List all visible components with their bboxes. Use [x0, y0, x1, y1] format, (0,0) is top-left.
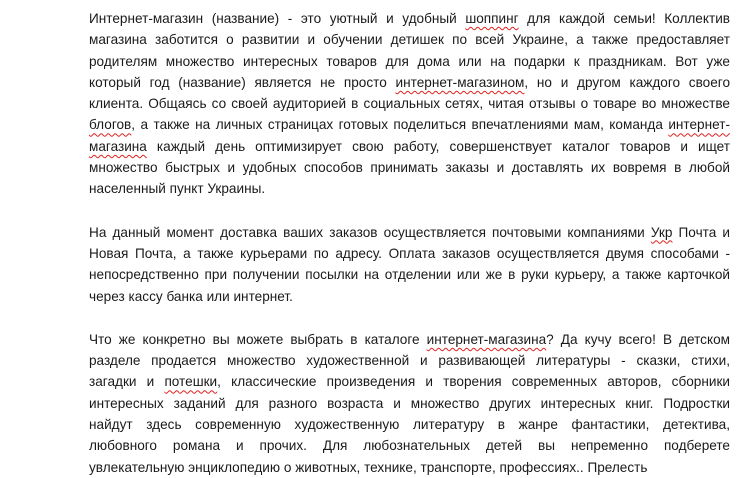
text-line: [89, 329, 730, 350]
text-line: [89, 222, 730, 243]
text-segment: Интернет-магазин (название) - это уютный и удобный: [89, 11, 466, 26]
misspelled-word: шоппинг: [465, 11, 519, 26]
misspelled-word: Укр: [650, 224, 673, 240]
text-segment: через кассу банка или интернет.: [89, 288, 293, 304]
text-segment: непосредственно при получении посылки на отделении или же в руки курьеру, а также карточкой: [89, 267, 730, 283]
text-line: [89, 457, 730, 478]
misspelled-word: магазина: [89, 138, 147, 154]
text-line: [89, 178, 730, 199]
misspelled-word: блогов: [89, 117, 132, 133]
misspelled-word: потешки: [164, 374, 218, 390]
text-segment: найдут здесь современную художественную литературу в жанре фантастики, детектива,: [89, 417, 730, 433]
text-segment: каждый день оптимизирует свою работу, совершенствует каталог товаров и ищет: [146, 138, 730, 154]
misspelled-word: интернет-магазина: [426, 331, 547, 347]
text-line: [89, 136, 730, 157]
text-segment: загадки и: [89, 374, 165, 390]
text-line: [89, 414, 730, 435]
text-segment: населенный пункт Украины.: [89, 181, 266, 197]
text-line: [89, 393, 730, 414]
text-segment: , но и другом каждого своего: [524, 74, 731, 90]
paragraph-2: [89, 222, 730, 307]
text-line: [89, 435, 730, 456]
misspelled-word: интернет-магазином: [395, 74, 525, 90]
text-line: [89, 72, 730, 93]
text-segment: для каждой семьи! Коллектив: [518, 11, 731, 26]
text-segment: который год (название) является не просто: [89, 74, 396, 90]
text-line: [89, 264, 730, 285]
text-segment: множество быстрых и удобных способов принимать заказы и доставлять их вовремя в любой: [89, 160, 730, 176]
misspelled-word: интернет-: [668, 117, 730, 133]
text-segment: разделе продается множество художественной и развивающей литературы - сказки, стихи,: [89, 353, 730, 369]
text-segment: ? Да кучу всего! В детском: [546, 331, 730, 347]
text-segment: родителям множество интересных товаров для дома или на подарки к праздникам. Вот уже: [89, 53, 730, 69]
text-line: [89, 51, 730, 72]
text-line: [89, 29, 730, 50]
text-line: [89, 350, 730, 371]
text-segment: магазина заботится о развитии и обучении детишек по всей Украине, а также предоставляет: [89, 32, 730, 48]
text-segment: клиента. Общаясь со своей аудиторией в социальных сетях, читая отзывы о товаре во множестве: [89, 96, 730, 112]
text-line: [89, 93, 730, 114]
text-segment: На данный момент доставка ваших заказов осуществляется почтовыми компаниями: [89, 224, 651, 240]
text-segment: любовного романа и прочих. Для любознательных детей вы непременно подберете: [89, 438, 730, 454]
text-segment: , а также на личных страницах готовых поделиться впечатлениями мам, команда: [131, 117, 669, 133]
text-line: [89, 157, 730, 178]
text-line: [89, 371, 730, 392]
text-line: [89, 114, 730, 135]
text-segment: , классические произведения и творения современных авторов, сборники: [217, 374, 730, 390]
text-line: [89, 8, 730, 29]
text-segment: Почта и: [672, 224, 730, 240]
text-segment: увлекательную энциклопедию о животных, технике, транспорте, профессиях.. Прелесть: [89, 459, 648, 475]
text-line: [89, 286, 730, 307]
text-segment: Новая Почта, а также курьерами по адресу. Оплата заказов осуществляется двумя способами -: [89, 245, 730, 261]
paragraph-1: [89, 8, 730, 200]
text-segment: интересных заданий для разного возраста и множество других интересных книг. Подростки: [89, 395, 730, 411]
text-line: [89, 243, 730, 264]
paragraph-3: [89, 329, 730, 478]
text-segment: Что же конкретно вы можете выбрать в каталоге: [89, 331, 427, 347]
